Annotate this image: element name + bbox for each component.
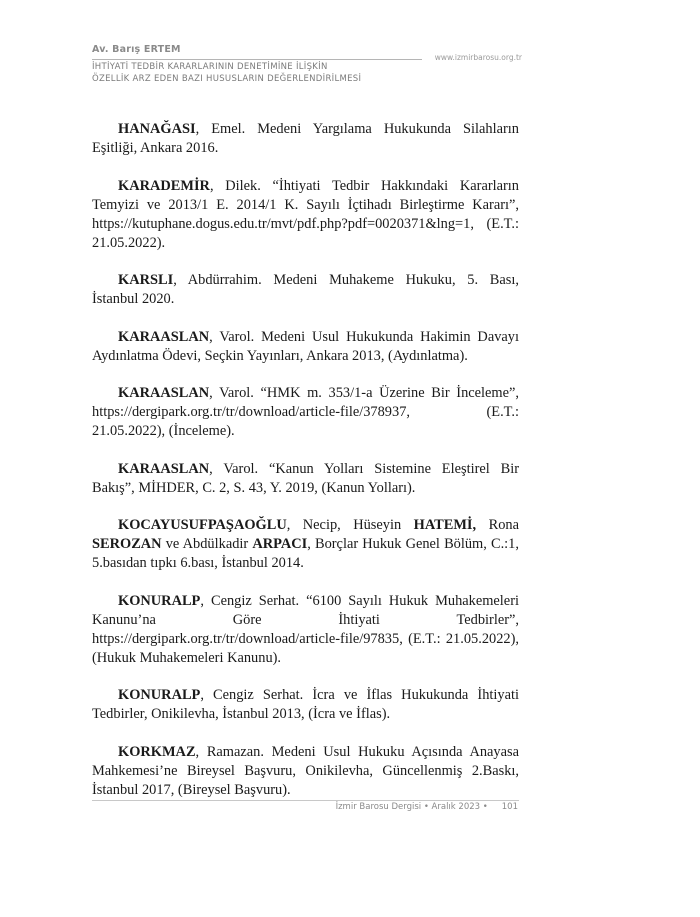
reference-entry (92, 460, 519, 498)
reference-text: ve Abdülkadir (161, 536, 253, 552)
footer-divider (92, 800, 519, 801)
reference-entry (92, 177, 519, 253)
website-url: www.izmirbarosu.org.tr (434, 53, 522, 62)
reference-author-surname: KORKMAZ (118, 743, 196, 760)
page-footer (336, 802, 518, 812)
reference-text: , Cengiz Serhat. İcra ve İflas Hukukunda İhtiyati Tedbirler, Onikilevha, İstanbul 2013, (İcra ve İflas). (92, 687, 519, 722)
reference-entry (92, 271, 519, 309)
reference-coauthor-surname: ARPACI (252, 536, 308, 552)
reference-entry (92, 592, 519, 668)
reference-text: , Ramazan. Medeni Usul Hukuku Açısında Anayasa Mahkemesi’ne Bireysel Başvuru, Onikilevha, Güncellenmiş 2.Baskı, İstanbul 2017, (Bireysel Başvuru). (92, 743, 519, 798)
reference-entry (92, 328, 519, 366)
reference-entry (92, 686, 519, 724)
reference-entry (92, 743, 519, 800)
reference-author-surname: KOCAYUSUFPAŞAOĞLU (118, 517, 287, 533)
reference-text: , Dilek. “İhtiyati Tedbir Hakkındaki Kararların Temyizi ve 2013/1 E. 2014/1 K. Sayılı İçtihadı Birleştirme Kararı”, https://kutuphane.dogus.edu.tr/mvt/pdf.php?pdf=0020371&lng=1, (E.T.: 21.05.2022). (92, 177, 519, 251)
header-divider (92, 59, 422, 60)
reference-author-surname: HANAĞASI (118, 121, 196, 137)
bibliography-list (92, 120, 519, 818)
article-title-line-2: ÖZELLİK ARZ EDEN BAZI HUSUSLARIN DEĞERLENDİRİLMESİ (92, 74, 362, 84)
article-title-line-1: İHTİYATİ TEDBİR KARARLARININ DENETİMİNE İLİŞKİN (92, 62, 328, 72)
reference-text: , Borçlar Hukuk Genel Bölüm, C.:1, 5.basıdan tıpkı 6.bası, İstanbul 2014. (92, 536, 519, 571)
reference-entry (92, 120, 519, 158)
reference-author-surname: KARAASLAN (118, 460, 210, 477)
reference-text: Rona (476, 517, 519, 533)
journal-info: İzmir Barosu Dergisi • Aralık 2023 • (335, 802, 488, 812)
reference-author-surname: KARAASLAN (118, 385, 210, 401)
page-number: 101 (501, 802, 518, 812)
reference-author-surname: KARSLI (118, 272, 174, 288)
reference-author-surname: KONURALP (118, 592, 201, 609)
reference-text: , Emel. Medeni Yargılama Hukukunda Silahların Eşitliği, Ankara 2016. (92, 121, 519, 156)
reference-text: , Cengiz Serhat. “6100 Sayılı Hukuk Muhakemeleri Kanunu’na Göre İhtiyati Tedbirler”, https://dergipark.org.tr/tr/download/article-file/97835, (E.T.: 21.05.2022), (Hukuk Muhakemeleri Kanunu). (92, 592, 519, 666)
reference-author-surname: KARADEMİR (118, 177, 210, 194)
reference-entry (92, 516, 519, 573)
reference-text: , Necip, Hüseyin (286, 517, 414, 533)
reference-entry (92, 384, 519, 441)
reference-coauthor-surname: SEROZAN (92, 536, 162, 552)
author-name: Av. Barış ERTEM (92, 44, 181, 55)
reference-author-surname: KONURALP (118, 687, 201, 703)
reference-text: , Varol. “Kanun Yolları Sistemine Eleştirel Bir Bakış”, MİHDER, C. 2, S. 43, Y. 2019, (Kanun Yolları). (92, 460, 519, 496)
reference-text: , Varol. Medeni Usul Hukukunda Hakimin Davayı Aydınlatma Ödevi, Seçkin Yayınları, Ankara 2013, (Aydınlatma). (92, 328, 519, 364)
reference-coauthor-surname: HATEMİ, (413, 517, 477, 533)
reference-author-surname: KARAASLAN (118, 328, 210, 345)
reference-text: , Abdürrahim. Medeni Muhakeme Hukuku, 5. Bası, İstanbul 2020. (92, 272, 519, 307)
reference-text: , Varol. “HMK m. 353/1-a Üzerine Bir İnceleme”, https://dergipark.org.tr/tr/download/article-file/378937, (E.T.: 21.05.2022), (İnceleme). (92, 385, 519, 439)
page-header (92, 44, 522, 84)
